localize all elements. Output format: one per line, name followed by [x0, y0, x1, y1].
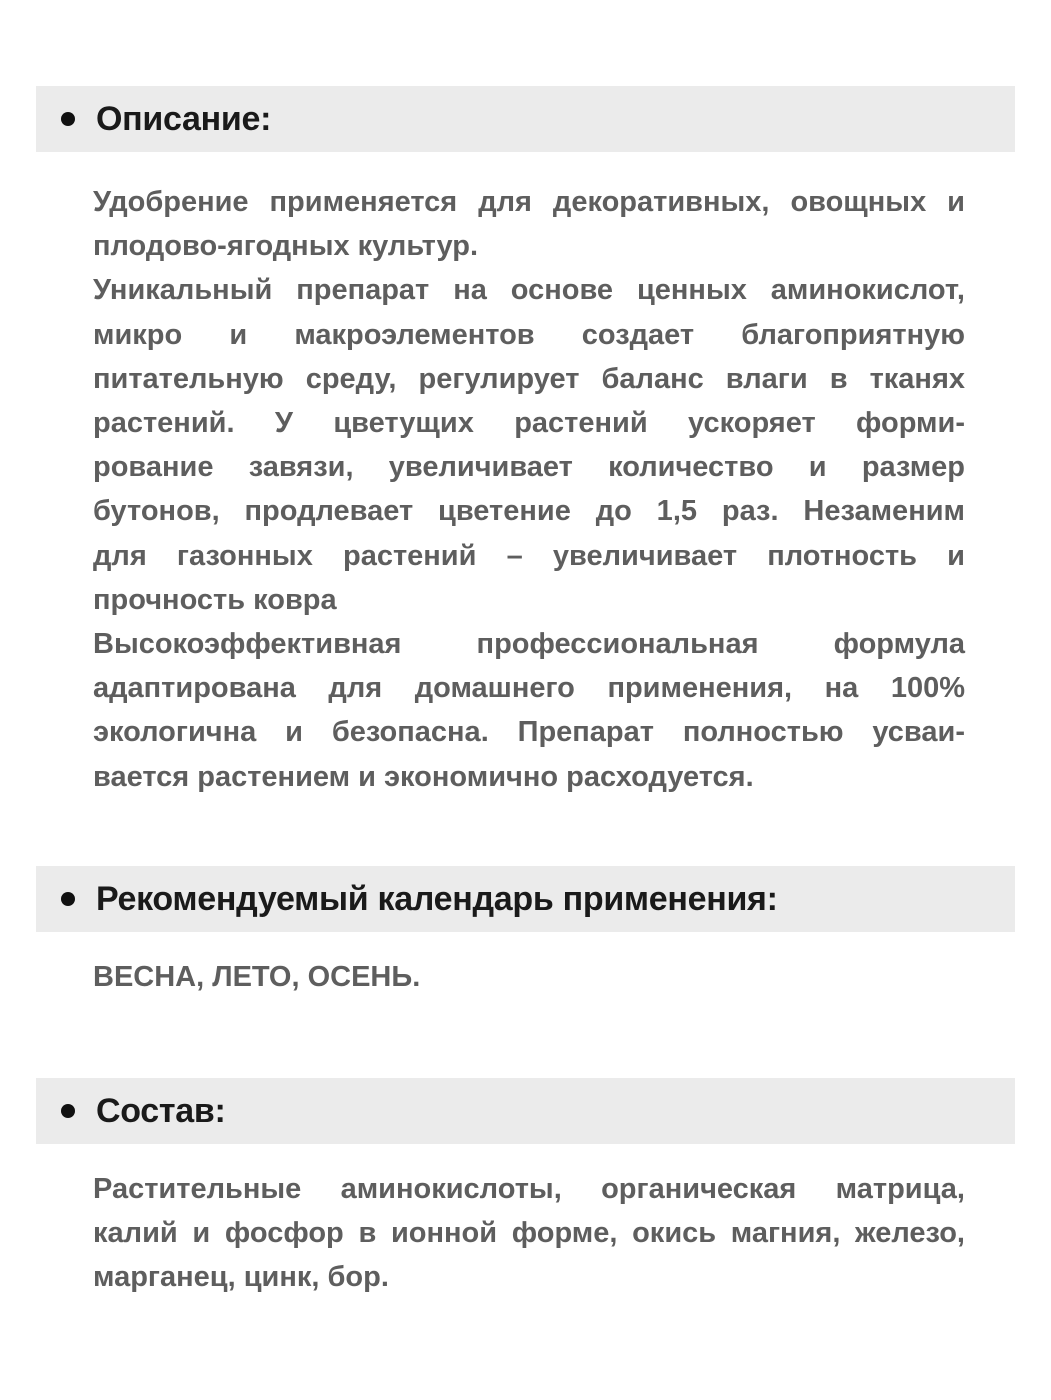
description-line: экологична и безопасна. Препарат полностью усваи-: [93, 716, 965, 749]
composition-title: Состав:: [96, 1091, 226, 1130]
description-line: плодово-ягодных культур.: [93, 230, 479, 263]
composition-text: [93, 1167, 965, 1300]
description-line: для газонных растений – увеличивает плотность и: [93, 539, 965, 572]
description-line: вается растением и экономично расходуется.: [93, 760, 754, 793]
calendar-header: [36, 866, 1015, 932]
composition-line: марганец, цинк, бор.: [93, 1261, 389, 1294]
description-title: Описание:: [96, 99, 272, 138]
description-line: рование завязи, увеличивает количество и размер: [93, 451, 965, 484]
description-line: прочность ковра: [93, 583, 337, 616]
composition-line: калий и фосфор в ионной форме, окись магния, железо,: [93, 1217, 965, 1250]
description-line: питательную среду, регулирует баланс влаги в тканях: [93, 362, 965, 395]
bullet-icon: [61, 112, 75, 126]
description-line: Высокоэффективная профессиональная формула: [93, 628, 965, 661]
calendar-line: ВЕСНА, ЛЕТО, ОСЕНЬ.: [93, 961, 421, 993]
calendar-text: [93, 955, 965, 999]
description-line: Удобрение применяется для декоративных, овощных и: [93, 186, 965, 218]
description-text: [93, 180, 965, 799]
bullet-icon: [61, 892, 75, 906]
bullet-icon: [61, 1104, 75, 1118]
description-line: растений. У цветущих растений ускоряет форми-: [93, 407, 965, 440]
description-line: Уникальный препарат на основе ценных аминокислот,: [93, 274, 965, 307]
description-header: [36, 86, 1015, 152]
composition-line: Растительные аминокислоты, органическая матрица,: [93, 1173, 965, 1205]
calendar-title: Рекомендуемый календарь применения:: [96, 879, 778, 918]
description-line: микро и макроэлементов создает благоприятную: [93, 318, 965, 351]
description-line: адаптирована для домашнего применения, на 100%: [93, 672, 965, 705]
composition-header: [36, 1078, 1015, 1144]
description-line: бутонов, продлевает цветение до 1,5 раз. Незаменим: [93, 495, 965, 528]
